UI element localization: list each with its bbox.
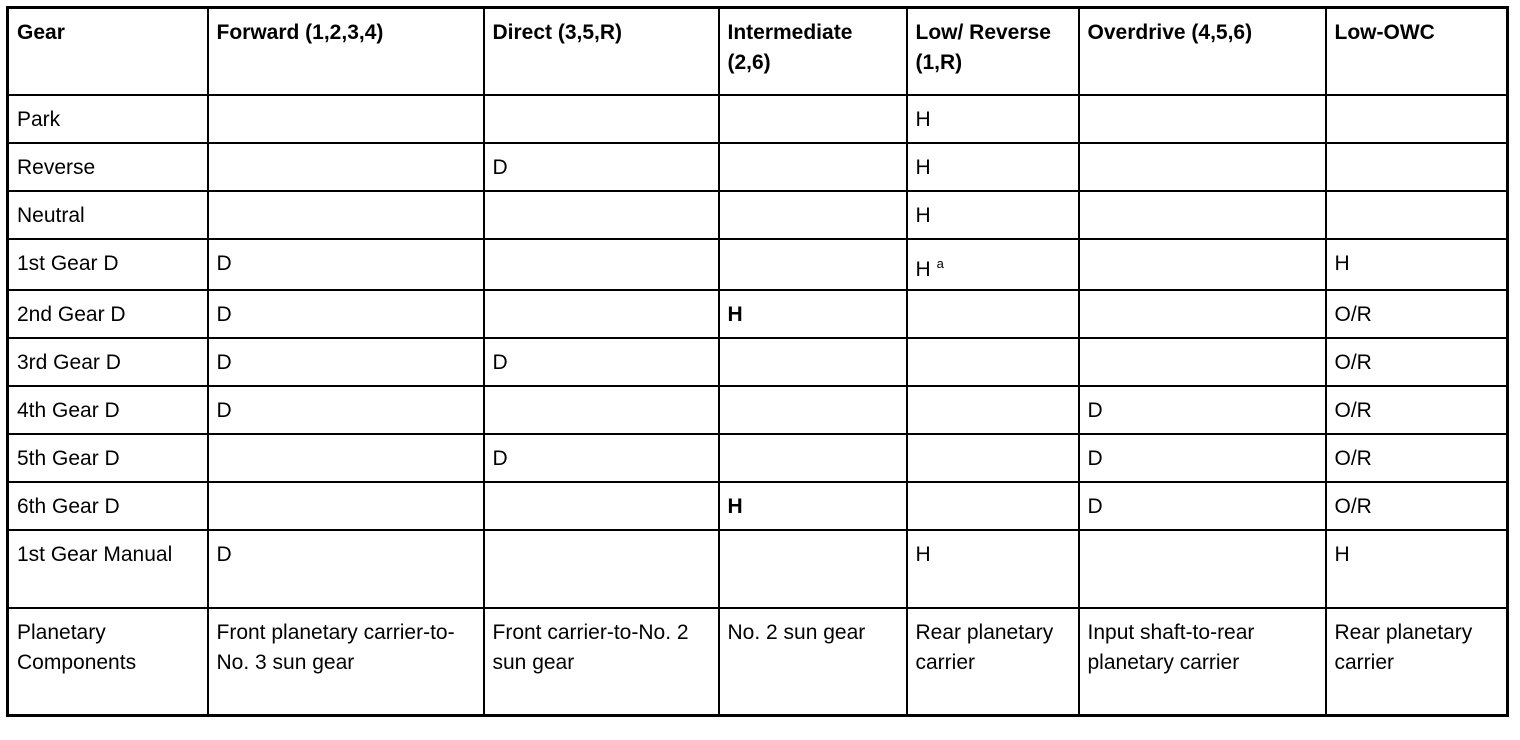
- table-cell: 1st Gear D: [8, 239, 208, 290]
- table-cell: No. 2 sun gear: [719, 608, 907, 716]
- table-cell: [484, 95, 719, 143]
- table-row-5th-gear-d: [8, 434, 1508, 482]
- cell-value: H: [915, 257, 931, 281]
- table-cell: Planetary Components: [8, 608, 208, 716]
- footnote-marker: a: [936, 255, 944, 271]
- table-cell: 2nd Gear D: [8, 290, 208, 338]
- table-cell: D: [208, 239, 484, 290]
- header-low-owc: Low-OWC: [1326, 8, 1508, 95]
- table-cell: Reverse: [8, 143, 208, 191]
- gear-clutch-application-table: [6, 6, 1509, 717]
- table-cell: O/R: [1326, 338, 1508, 386]
- table-cell: [208, 191, 484, 239]
- table-row-planetary-components: [8, 608, 1508, 716]
- table-cell: Input shaft-to-rear planetary carrier: [1079, 608, 1326, 716]
- table-cell: H: [907, 530, 1079, 608]
- table-header-row: [8, 8, 1508, 95]
- table-cell: Park: [8, 95, 208, 143]
- gear-clutch-table-container: [6, 6, 1506, 717]
- table-cell: O/R: [1326, 482, 1508, 530]
- table-cell: H: [1326, 530, 1508, 608]
- table-cell: 3rd Gear D: [8, 338, 208, 386]
- table-cell: [1079, 95, 1326, 143]
- table-cell: Rear planetary carrier: [1326, 608, 1508, 716]
- table-row-4th-gear-d: [8, 386, 1508, 434]
- table-cell: [907, 434, 1079, 482]
- table-cell: [208, 143, 484, 191]
- header-low-reverse: Low/ Reverse (1,R): [907, 8, 1079, 95]
- table-cell: [484, 530, 719, 608]
- table-cell: [1326, 191, 1508, 239]
- table-cell: Neutral: [8, 191, 208, 239]
- table-cell: [1079, 239, 1326, 290]
- table-row-2nd-gear-d: [8, 290, 1508, 338]
- table-cell: [719, 239, 907, 290]
- table-cell: [719, 191, 907, 239]
- table-cell: [208, 482, 484, 530]
- table-cell: H: [1326, 239, 1508, 290]
- table-row-1st-gear-manual: [8, 530, 1508, 608]
- table-cell: [484, 290, 719, 338]
- table-cell: Front planetary carrier-to-No. 3 sun gear: [208, 608, 484, 716]
- table-cell: [1079, 338, 1326, 386]
- table-cell: [719, 338, 907, 386]
- table-cell: [1326, 143, 1508, 191]
- table-cell: Front carrier-to-No. 2 sun gear: [484, 608, 719, 716]
- table-cell: [719, 95, 907, 143]
- table-cell-with-footnote: [907, 239, 1079, 290]
- header-overdrive: Overdrive (4,5,6): [1079, 8, 1326, 95]
- table-cell: [484, 239, 719, 290]
- table-cell: D: [484, 143, 719, 191]
- table-cell: [208, 434, 484, 482]
- table-cell: [208, 95, 484, 143]
- table-cell: D: [1079, 386, 1326, 434]
- table-row-3rd-gear-d: [8, 338, 1508, 386]
- table-cell: [484, 191, 719, 239]
- table-cell: H: [719, 290, 907, 338]
- table-cell: D: [1079, 482, 1326, 530]
- table-cell: [907, 338, 1079, 386]
- table-cell: H: [719, 482, 907, 530]
- table-cell: O/R: [1326, 386, 1508, 434]
- header-intermediate: Intermediate (2,6): [719, 8, 907, 95]
- table-cell: [1079, 290, 1326, 338]
- table-cell: D: [1079, 434, 1326, 482]
- table-cell: [719, 143, 907, 191]
- table-cell: [907, 290, 1079, 338]
- table-cell: [1079, 191, 1326, 239]
- table-cell: [907, 386, 1079, 434]
- header-gear: Gear: [8, 8, 208, 95]
- table-cell: 4th Gear D: [8, 386, 208, 434]
- table-cell: 1st Gear Manual: [8, 530, 208, 608]
- table-cell: [1326, 95, 1508, 143]
- table-cell: [484, 386, 719, 434]
- table-row-park: [8, 95, 1508, 143]
- table-row-1st-gear-d: [8, 239, 1508, 290]
- table-cell: [1079, 143, 1326, 191]
- table-cell: O/R: [1326, 434, 1508, 482]
- table-cell: Rear planetary carrier: [907, 608, 1079, 716]
- header-forward: Forward (1,2,3,4): [208, 8, 484, 95]
- table-cell: D: [208, 386, 484, 434]
- table-cell: [719, 530, 907, 608]
- table-cell: 5th Gear D: [8, 434, 208, 482]
- table-cell: O/R: [1326, 290, 1508, 338]
- table-cell: [484, 482, 719, 530]
- table-cell: [719, 434, 907, 482]
- table-cell: [907, 482, 1079, 530]
- table-cell: D: [208, 290, 484, 338]
- table-cell: H: [907, 143, 1079, 191]
- table-cell: [719, 386, 907, 434]
- table-cell: [1079, 530, 1326, 608]
- table-row-6th-gear-d: [8, 482, 1508, 530]
- table-row-neutral: [8, 191, 1508, 239]
- table-row-reverse: [8, 143, 1508, 191]
- table-cell: H: [907, 191, 1079, 239]
- table-cell: D: [484, 434, 719, 482]
- table-cell: H: [907, 95, 1079, 143]
- header-direct: Direct (3,5,R): [484, 8, 719, 95]
- table-cell: D: [208, 338, 484, 386]
- table-cell: D: [484, 338, 719, 386]
- table-cell: D: [208, 530, 484, 608]
- table-cell: 6th Gear D: [8, 482, 208, 530]
